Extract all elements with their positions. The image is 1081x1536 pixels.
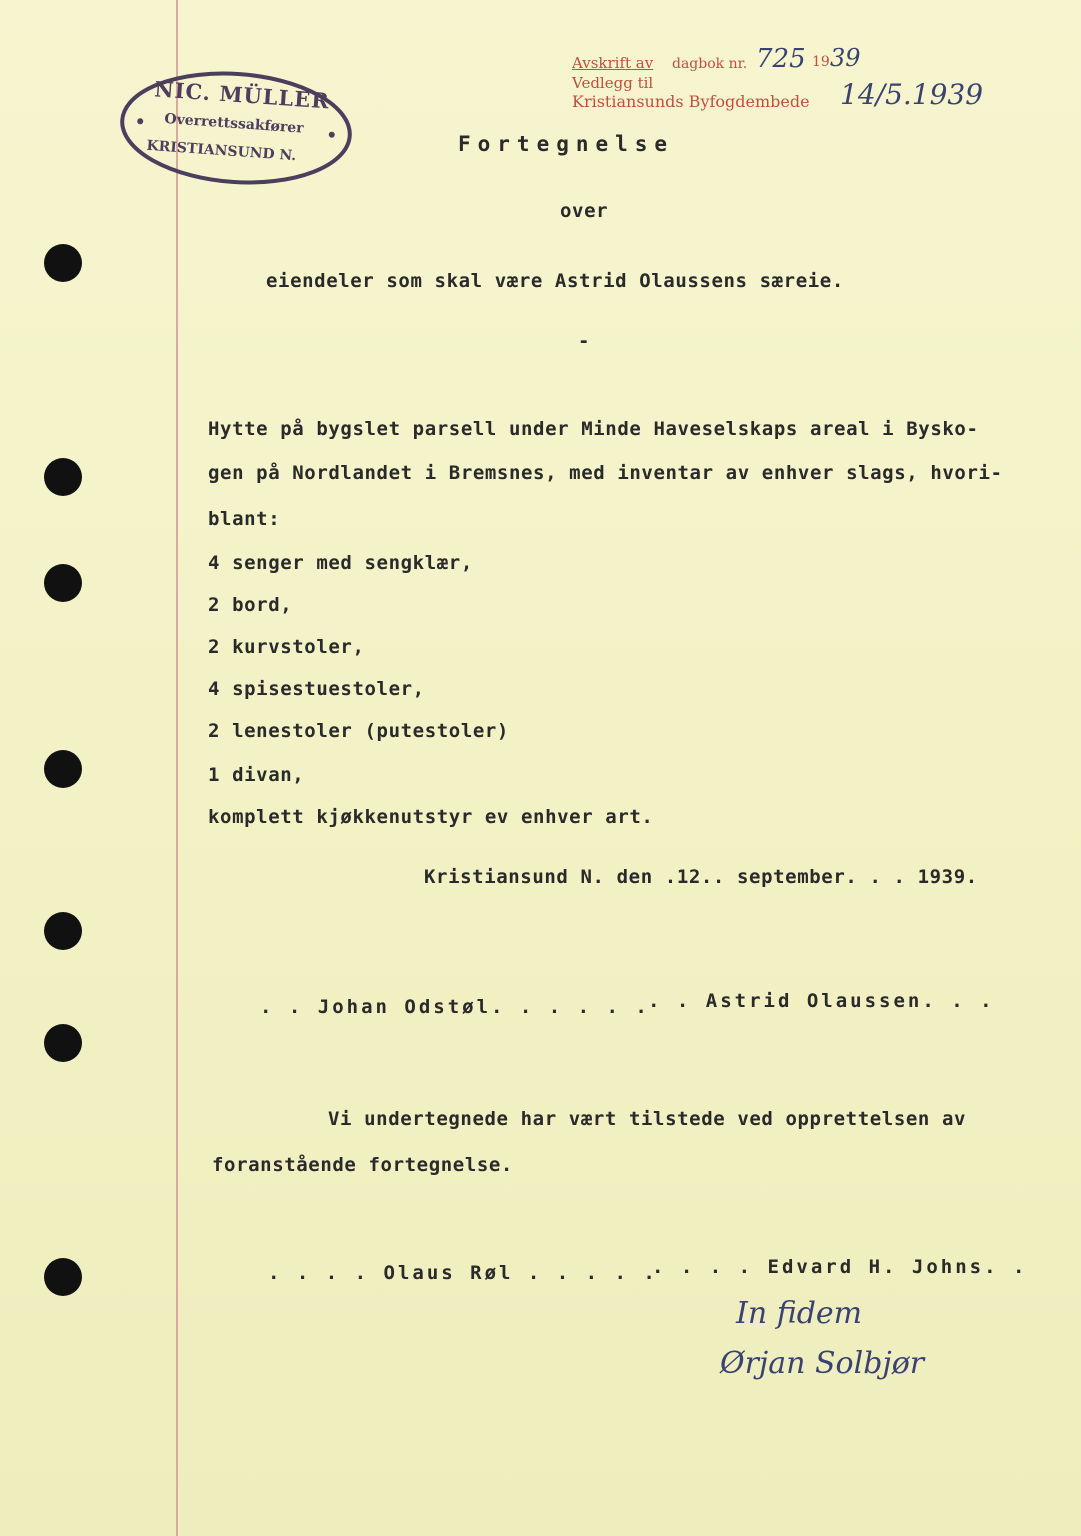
lawyer-stamp xyxy=(114,62,358,194)
header-avskrift: Avskrift av xyxy=(572,54,654,72)
separator-dash: - xyxy=(578,330,591,352)
paragraph-line: Hytte på bygslet parsell under Minde Haveselskaps areal i Bysko- xyxy=(208,418,979,440)
inventory-item: 4 senger med sengklær, xyxy=(208,552,473,574)
header-office: Kristiansunds Byfogdembede xyxy=(572,92,810,111)
punch-hole xyxy=(44,244,82,282)
witness-olaus: . . . . Olaus Røl . . . . . xyxy=(268,1262,658,1284)
handwritten-signature: Ørjan Solbjør xyxy=(720,1346,925,1381)
punch-hole xyxy=(44,750,82,788)
witness-text: Vi undertegnede har vært tilstede ved opprettelsen av xyxy=(328,1108,967,1130)
punch-hole xyxy=(44,564,82,602)
title-over: over xyxy=(560,200,609,222)
inventory-item: 2 kurvstoler, xyxy=(208,636,365,658)
journal-number: 725 xyxy=(756,44,806,74)
header-dagbok: dagbok nr. xyxy=(672,56,748,72)
signature-johan: . . Johan Odstøl. . . . . . xyxy=(260,996,650,1018)
inventory-item: 4 spisestuestoler, xyxy=(208,678,425,700)
signature-astrid: . . Astrid Olaussen. . . xyxy=(648,990,995,1012)
stamp-city: KRISTIANSUND N. xyxy=(145,137,297,165)
punch-hole xyxy=(44,458,82,496)
witness-edvard: . . . . Edvard H. Johns. . xyxy=(652,1256,1028,1278)
header-year-hand: 39 xyxy=(830,44,861,72)
document-subtitle: eiendeler som skal være Astrid Olaussens særeie. xyxy=(266,270,844,292)
paragraph-line: gen på Nordlandet i Bremsnes, med inventar av enhver slags, hvori- xyxy=(208,462,1003,484)
header-year-printed: 19 xyxy=(812,54,830,70)
stamp-name: NIC. MÜLLER xyxy=(153,76,331,114)
paragraph-line: blant: xyxy=(208,508,281,530)
stamp-title: Overrettssakfører xyxy=(163,111,305,137)
date-line: Kristiansund N. den .12.. september. . . 1939. xyxy=(424,866,978,888)
punch-hole xyxy=(44,912,82,950)
header-date-hand: 14/5.1939 xyxy=(840,78,984,111)
document-title: Fortegnelse xyxy=(458,132,675,156)
header-vedlegg: Vedlegg til xyxy=(572,74,654,92)
inventory-item: 2 bord, xyxy=(208,594,293,616)
inventory-item: komplett kjøkkenutstyr ev enhver art. xyxy=(208,806,654,828)
punch-hole xyxy=(44,1024,82,1062)
margin-line xyxy=(176,0,178,1536)
handwritten-in-fidem: In fidem xyxy=(736,1296,863,1331)
inventory-item: 2 lenestoler (putestoler) xyxy=(208,720,509,742)
punch-hole xyxy=(44,1258,82,1296)
witness-text: foranstående fortegnelse. xyxy=(212,1154,513,1176)
inventory-item: 1 divan, xyxy=(208,764,305,786)
